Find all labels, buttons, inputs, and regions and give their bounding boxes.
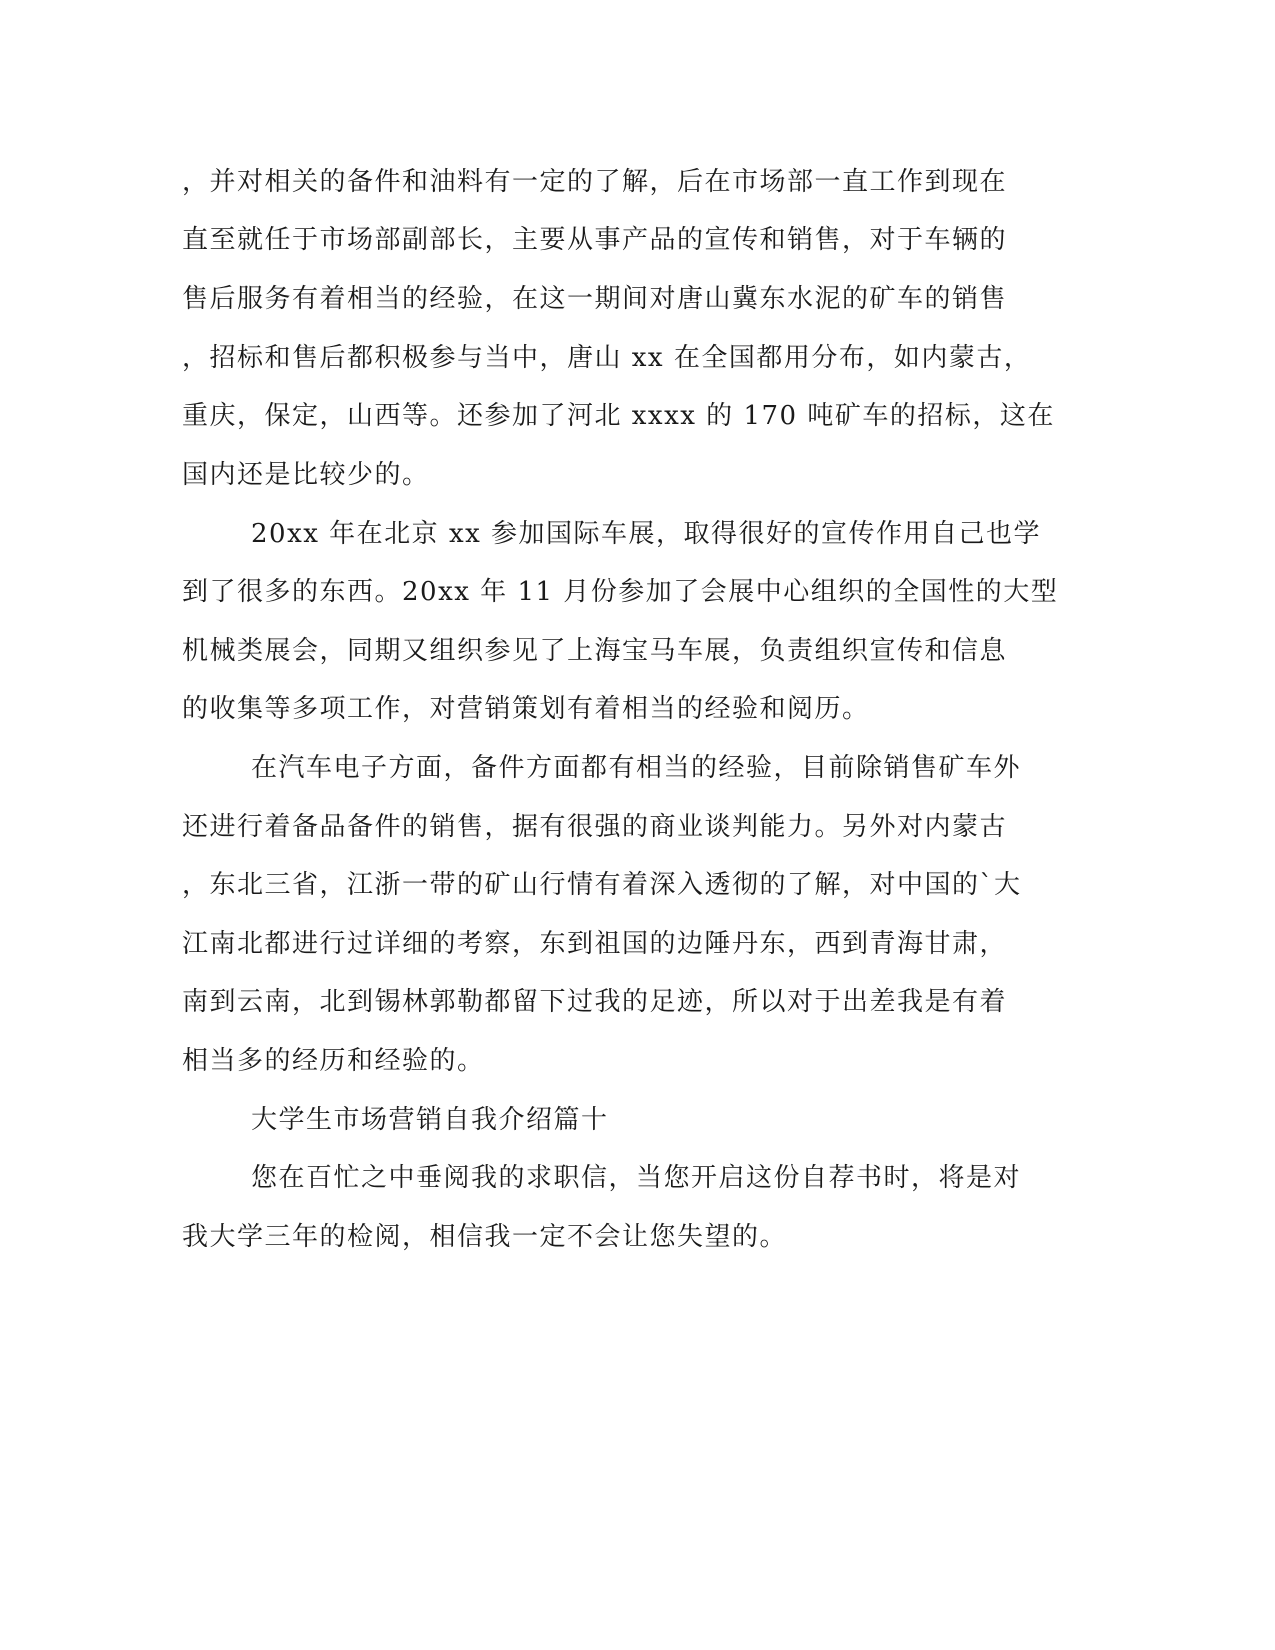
- section-heading: 大学生市场营销自我介绍篇十: [251, 1105, 609, 1135]
- text-line: ，东北三省，江浙一带的矿山行情有着深入透彻的了解，对中国的`大: [182, 870, 1022, 900]
- text-line: 重庆，保定，山西等。还参加了河北 xxxx 的 170 吨矿车的招标，这在: [182, 401, 1055, 431]
- text-line: 20xx 年在北京 xx 参加国际车展，取得很好的宣传作用自己也学: [251, 519, 1042, 549]
- text-line: ，招标和售后都积极参与当中，唐山 xx 在全国都用分布，如内蒙古，: [182, 343, 1032, 373]
- text-line: 到了很多的东西。20xx 年 11 月份参加了会展中心组织的全国性的大型: [182, 577, 1059, 607]
- text-line: 相当多的经历和经验的。: [182, 1046, 485, 1076]
- text-line: 在汽车电子方面，备件方面都有相当的经验，目前除销售矿车外: [251, 753, 1022, 783]
- text-line: 南到云南，北到锡林郭勒都留下过我的足迹，所以对于出差我是有着: [182, 987, 1008, 1017]
- text-line: 国内还是比较少的。: [182, 460, 430, 490]
- text-line: 还进行着备品备件的销售，据有很强的商业谈判能力。另外对内蒙古: [182, 812, 1008, 842]
- text-line: 直至就任于市场部副部长，主要从事产品的宣传和销售，对于车辆的: [182, 225, 1008, 255]
- text-line: ，并对相关的备件和油料有一定的了解，后在市场部一直工作到现在: [182, 167, 1008, 197]
- text-line: 江南北都进行过详细的考察，东到祖国的边陲丹东，西到青海甘肃，: [182, 929, 1008, 959]
- text-line: 您在百忙之中垂阅我的求职信，当您开启这份自荐书时，将是对: [251, 1163, 1022, 1193]
- text-line: 我大学三年的检阅，相信我一定不会让您失望的。: [182, 1222, 788, 1252]
- text-line: 的收集等多项工作，对营销策划有着相当的经验和阅历。: [182, 694, 870, 724]
- text-line: 售后服务有着相当的经验，在这一期间对唐山冀东水泥的矿车的销售: [182, 284, 1008, 314]
- text-line: 机械类展会，同期又组织参见了上海宝马车展，负责组织宣传和信息: [182, 636, 1008, 666]
